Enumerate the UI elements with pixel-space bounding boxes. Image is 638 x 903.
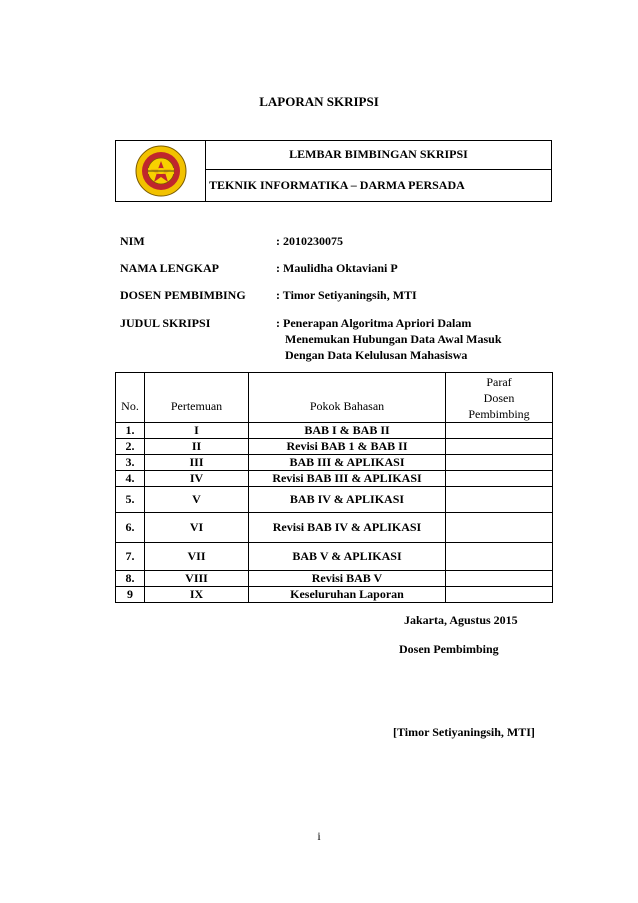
thesis-title-line-3: Dengan Data Kelulusan Mahasiswa — [285, 348, 468, 362]
row-no: 7. — [116, 543, 145, 571]
supervisor-value: : Timor Setiyaningsih, MTI — [276, 288, 417, 302]
row-topic: Keseluruhan Laporan — [249, 587, 446, 603]
row-meeting: IV — [145, 471, 249, 487]
row-meeting: VII — [145, 543, 249, 571]
row-topic: BAB III & APLIKASI — [249, 455, 446, 471]
row-topic: BAB V & APLIKASI — [249, 543, 446, 571]
row-signature — [446, 423, 553, 439]
university-seal-icon — [135, 145, 187, 197]
row-topic: Revisi BAB III & APLIKASI — [249, 471, 446, 487]
row-topic: Revisi BAB 1 & BAB II — [249, 439, 446, 455]
thesis-title-line-2: Menemukan Hubungan Data Awal Masuk — [285, 332, 502, 346]
row-signature — [446, 513, 553, 543]
row-topic: BAB IV & APLIKASI — [249, 487, 446, 513]
row-signature — [446, 587, 553, 603]
row-meeting: VI — [145, 513, 249, 543]
full-name-value: : Maulidha Oktaviani P — [276, 261, 398, 275]
row-signature — [446, 487, 553, 513]
row-meeting: V — [145, 487, 249, 513]
supervisor-label: DOSEN PEMBIMBING — [120, 288, 246, 302]
row-signature — [446, 471, 553, 487]
row-signature — [446, 455, 553, 471]
row-no: 4. — [116, 471, 145, 487]
table-row — [116, 471, 553, 487]
row-topic: Revisi BAB V — [249, 571, 446, 587]
header-box — [115, 140, 552, 202]
table-row — [116, 423, 553, 439]
table-row — [116, 487, 553, 513]
row-signature — [446, 543, 553, 571]
full-name-label: NAMA LENGKAP — [120, 261, 219, 275]
header-no: No. — [116, 373, 145, 423]
table-header-row — [116, 373, 553, 423]
page-number: i — [317, 829, 321, 843]
city-date: Jakarta, Agustus 2015 — [404, 613, 518, 627]
header-signature — [446, 373, 553, 423]
row-topic: BAB I & BAB II — [249, 423, 446, 439]
row-no: 2. — [116, 439, 145, 455]
document-title: LAPORAN SKRIPSI — [259, 94, 379, 109]
table-row — [116, 455, 553, 471]
sheet-title: LEMBAR BIMBINGAN SKRIPSI — [206, 141, 551, 170]
thesis-title-label: JUDUL SKRIPSI — [120, 316, 211, 330]
nim-label: NIM — [120, 234, 145, 248]
row-meeting: IX — [145, 587, 249, 603]
row-signature — [446, 439, 553, 455]
row-meeting: II — [145, 439, 249, 455]
table-row — [116, 571, 553, 587]
guidance-table — [115, 372, 553, 603]
signer-name: [Timor Setiyaningsih, MTI] — [393, 725, 535, 739]
header-topic: Pokok Bahasan — [249, 373, 446, 423]
row-signature — [446, 571, 553, 587]
row-no: 6. — [116, 513, 145, 543]
logo-cell — [116, 141, 206, 201]
row-meeting: III — [145, 455, 249, 471]
table-row — [116, 439, 553, 455]
header-meeting: Pertemuan — [145, 373, 249, 423]
row-no: 8. — [116, 571, 145, 587]
table-row — [116, 587, 553, 603]
header-signature-line-2: Dosen — [483, 390, 515, 405]
row-meeting: I — [145, 423, 249, 439]
signer-role: Dosen Pembimbing — [399, 642, 499, 656]
header-signature-line-1: Paraf — [486, 374, 512, 389]
thesis-title-line-1: : Penerapan Algoritma Apriori Dalam — [276, 316, 472, 330]
nim-value: : 2010230075 — [276, 234, 343, 248]
row-meeting: VIII — [145, 571, 249, 587]
row-no: 1. — [116, 423, 145, 439]
table-row — [116, 543, 553, 571]
row-no: 3. — [116, 455, 145, 471]
header-signature-line-3: Pembimbing — [468, 406, 530, 421]
row-no: 5. — [116, 487, 145, 513]
row-topic: Revisi BAB IV & APLIKASI — [249, 513, 446, 543]
department-name: TEKNIK INFORMATIKA – DARMA PERSADA — [209, 178, 465, 192]
table-row — [116, 513, 553, 543]
row-no: 9 — [116, 587, 145, 603]
